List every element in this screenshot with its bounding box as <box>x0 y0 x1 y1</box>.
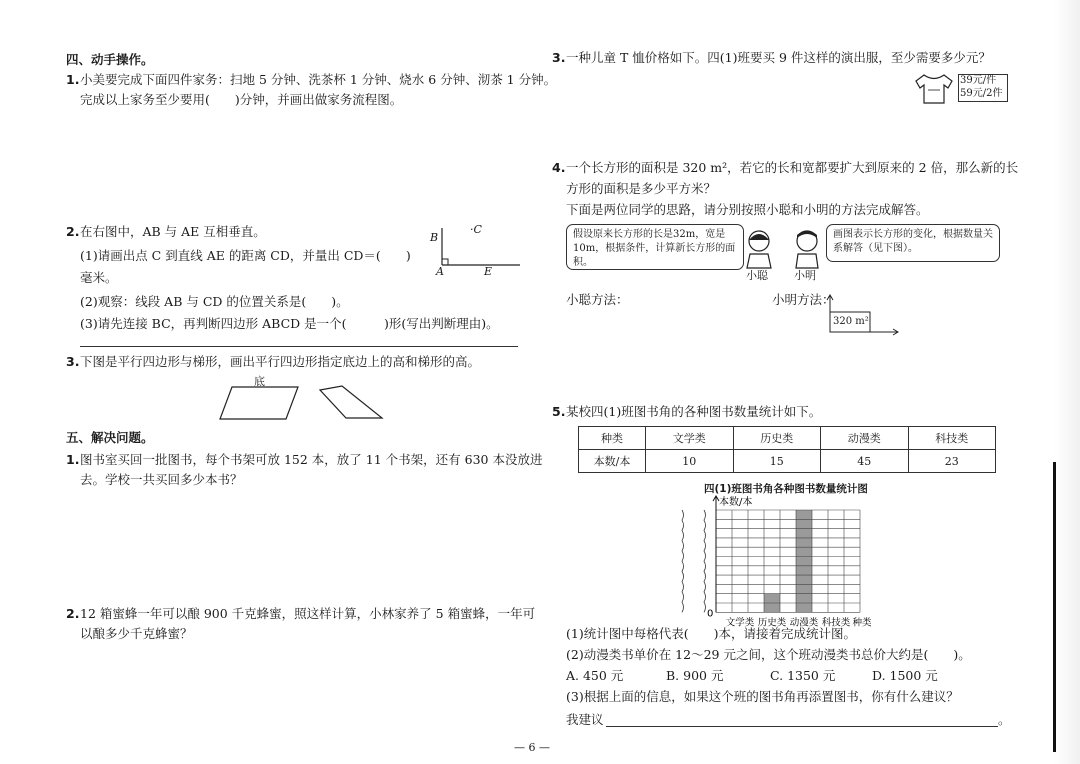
question-2-part-2: (2)观察：线段 AB 与 CD 的位置关系是( )。 <box>80 294 349 309</box>
table-header-cell: 种类 <box>579 427 646 450</box>
question-2-part-1-unit: 毫米。 <box>80 270 118 285</box>
price-per-two: 59元/2件 <box>960 88 1003 99</box>
question-1-line-1: 小美要完成下面四件家务：扫地 5 分钟、洗茶杯 1 分钟、烧水 6 分钟、沏茶 1 分钟。 <box>80 72 557 87</box>
chart-title: 四(1)班图书角各种图书数量统计图 <box>704 483 868 495</box>
question-2-intro: 在右图中，AB 与 AE 互相垂直。 <box>80 224 266 239</box>
x-tick-label: 动漫类 <box>789 617 819 629</box>
wavy-bracket <box>704 510 706 612</box>
suggestion-label: 我建议 <box>566 712 604 727</box>
binding-edge <box>1053 462 1056 752</box>
question-2-part-1: (1)请画出点 C 到直线 AE 的距离 CD，并量出 CD＝( ) <box>80 248 411 263</box>
table-cell: 10 <box>646 450 734 473</box>
xiaoming-speech-bubble: 画图表示长方形的变化，根据数量关系解答（见下图）。 <box>826 224 1000 262</box>
table-cell: 23 <box>908 450 996 473</box>
wavy-bracket <box>682 510 684 612</box>
question-1-line-2: 完成以上家务至少要用( )分钟，并画出做家务流程图。 <box>80 92 403 107</box>
question-number: 4. <box>552 160 566 175</box>
point-label-e: E <box>484 265 493 278</box>
option-a[interactable]: A. 450 元 <box>566 668 624 683</box>
table-row-label: 本数/本 <box>579 450 646 473</box>
zero-label: 0 <box>707 608 714 620</box>
suggestion-end: 。 <box>998 712 1011 727</box>
question-number: 2. <box>66 224 80 239</box>
question-number: 1. <box>66 452 80 467</box>
problem-2-line-1: 12 箱蜜蜂一年可以酿 900 千克蜂蜜，照这样计算，小林家养了 5 箱蜜蜂，一年可 <box>80 606 536 621</box>
tshirt-icon <box>912 72 956 106</box>
rectangle-question-line-2: 方形的面积是多少平方米？ <box>566 181 717 196</box>
bar <box>796 510 812 612</box>
book-count-table <box>578 426 996 473</box>
question-number: 3. <box>552 50 566 65</box>
section-5-title: 五、解决问题。 <box>66 430 154 445</box>
x-tick-label: 文学类 <box>725 617 755 629</box>
x-tick-label: 历史类 <box>757 617 787 629</box>
sub-question-1: (1)统计图中每格代表( )本，请接着完成统计图。 <box>566 626 856 641</box>
table-cell: 45 <box>821 450 909 473</box>
option-b[interactable]: B. 900 元 <box>666 668 724 683</box>
xiaocong-speech-bubble: 假设原来长方形的长是32m，宽是10m，根据条件，计算新长方形的面积。 <box>566 224 744 270</box>
question-number: 1. <box>66 72 80 87</box>
original-area-label: 320 m² <box>833 316 869 327</box>
xiaocong-method-label: 小聪方法： <box>566 292 629 307</box>
parallelogram-and-trapezoid-figure <box>212 384 392 424</box>
bar-chart <box>672 492 904 629</box>
x-tick-label: 科技类 <box>821 617 851 629</box>
suggestion-line[interactable] <box>606 726 998 727</box>
table-row <box>579 450 996 473</box>
x-axis-label: 种类 <box>852 617 872 629</box>
scan-shadow <box>1054 0 1080 764</box>
girl-student-icon <box>744 228 774 268</box>
question-number: 2. <box>66 606 80 621</box>
xiaoming-name: 小明 <box>794 269 816 282</box>
page-number: — 6 — <box>514 741 550 754</box>
answer-line <box>80 346 518 347</box>
point-label-c: ·C <box>470 223 482 236</box>
problem-1-line-2: 去。学校一共买回多少本书？ <box>80 472 243 487</box>
boy-student-icon <box>792 228 822 268</box>
xiaocong-name: 小聪 <box>746 269 768 282</box>
book-question-text: 某校四(1)班图书角的各种图书数量统计如下。 <box>566 404 822 419</box>
tshirt-question-text: 一种儿童 T 恤价格如下。四(1)班要买 9 件这样的演出服，至少需要多少元？ <box>566 50 991 65</box>
base-label: 底 <box>254 375 265 388</box>
table-header-row <box>579 427 996 450</box>
rectangle-question-line-3: 下面是两位同学的思路，请分别按照小聪和小明的方法完成解答。 <box>566 202 929 217</box>
question-number: 3. <box>66 354 80 369</box>
table-cell: 15 <box>733 450 821 473</box>
xiaoming-method-label: 小明方法： <box>772 292 835 307</box>
section-4-title: 四、动手操作。 <box>66 52 154 67</box>
question-2-part-3: (3)请先连接 BC，再判断四边形 ABCD 是一个( )形(写出判断理由)。 <box>80 316 499 331</box>
table-header-cell: 科技类 <box>908 427 996 450</box>
sub-question-3: (3)根据上面的信息，如果这个班的图书角再添置图书，你有什么建议？ <box>566 689 959 704</box>
problem-1-line-1: 图书室买回一批图书，每个书架可放 152 本，放了 11 个书架，还有 630 本没放进 <box>80 452 543 467</box>
problem-2-line-2: 以酿多少千克蜂蜜？ <box>80 626 193 641</box>
sub-question-2: (2)动漫类书单价在 12～29 元之间，这个班动漫类书总价大约是( )。 <box>566 647 971 662</box>
table-header-cell: 动漫类 <box>821 427 909 450</box>
option-d[interactable]: D. 1500 元 <box>872 668 938 683</box>
rectangle-question-line-1: 一个长方形的面积是 320 m²，若它的长和宽都要扩大到原来的 2 倍，那么新的长 <box>566 160 1019 175</box>
point-label-b: B <box>430 231 439 244</box>
table-header-cell: 文学类 <box>646 427 734 450</box>
question-number: 5. <box>552 404 566 419</box>
y-axis-label: 本数/本 <box>719 497 753 508</box>
question-3-text: 下图是平行四边形与梯形，画出平行四边形指定底边上的高和梯形的高。 <box>80 354 481 369</box>
point-label-a: A <box>436 265 444 278</box>
option-c[interactable]: C. 1350 元 <box>770 668 836 683</box>
table-header-cell: 历史类 <box>733 427 821 450</box>
price-per-piece: 39元/件 <box>960 75 997 86</box>
